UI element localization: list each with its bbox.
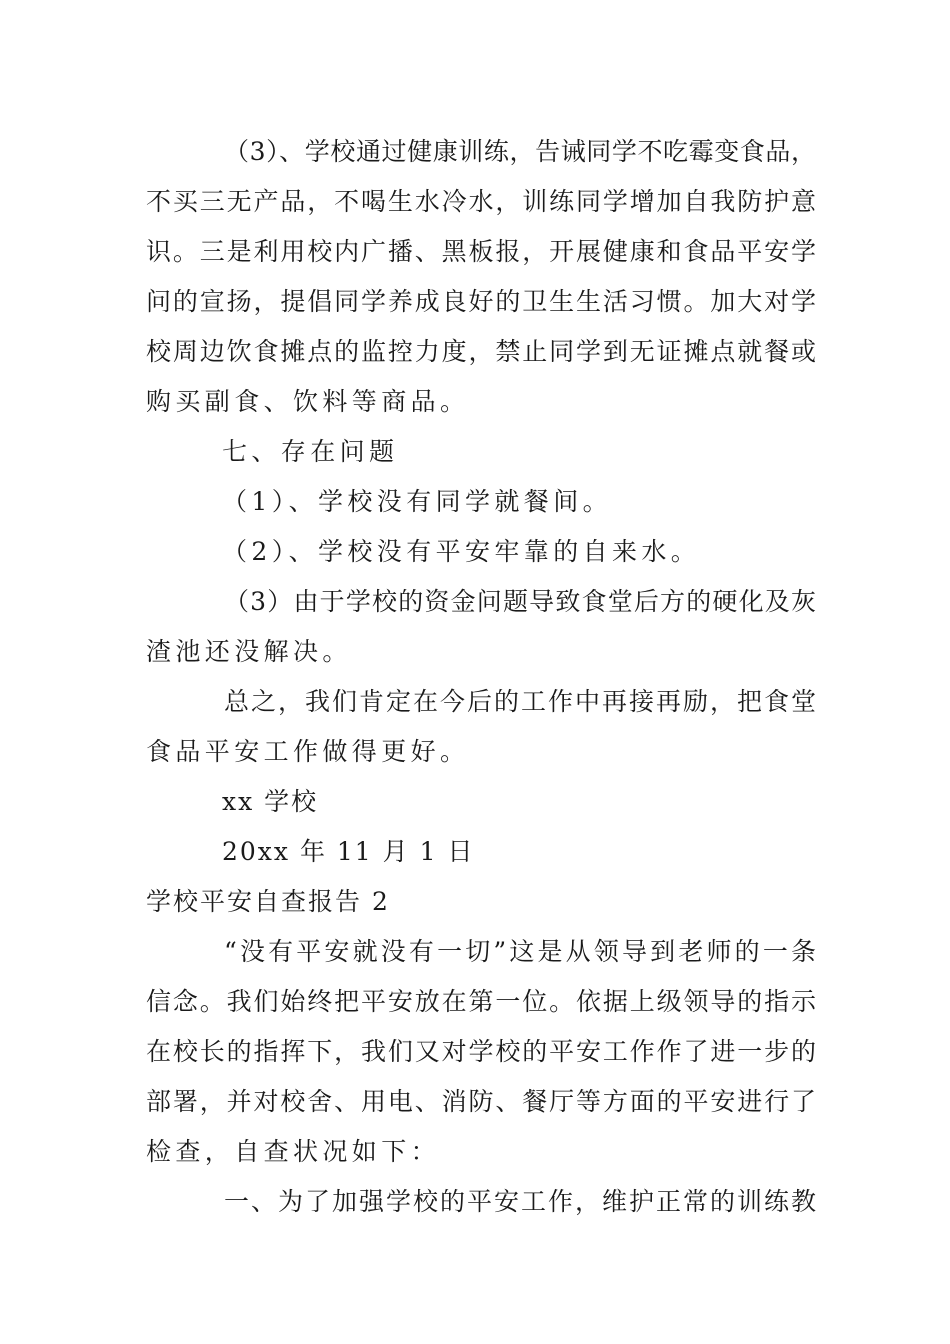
signature-school: xx 学校 [222, 787, 319, 816]
paragraph-line: 在校长的指挥下，我们又对学校的平安工作作了进一步的 [146, 1037, 816, 1066]
signature-date: 20xx 年 11 月 1 日 [222, 837, 475, 866]
paragraph-line: 校周边饮食摊点的监控力度，禁止同学到无证摊点就餐或 [146, 337, 816, 366]
paragraph-line: 总之，我们肯定在今后的工作中再接再励，把食堂 [224, 687, 816, 716]
paragraph-line: （3）、学校通过健康训练，告诫同学不吃霉变食品， [224, 137, 816, 166]
report-title: 学校平安自查报告 2 [146, 887, 390, 916]
paragraph-line: “没有平安就没有一切”这是从领导到老师的一条 [224, 937, 816, 966]
paragraph-line: 识。三是利用校内广播、黑板报，开展健康和食品平安学 [146, 237, 816, 266]
section-heading: 七、存在问题 [222, 437, 399, 466]
list-item: （3）由于学校的资金问题导致食堂后方的硬化及灰 [224, 587, 816, 616]
paragraph-line: 不买三无产品，不喝生水冷水，训练同学增加自我防护意 [146, 187, 816, 216]
list-item: （1）、学校没有同学就餐间。 [222, 487, 613, 516]
paragraph-line: 检查，自查状况如下： [146, 1137, 441, 1166]
paragraph-line: 一、为了加强学校的平安工作，维护正常的训练教 [224, 1187, 816, 1216]
paragraph-line: 部署，并对校舍、用电、消防、餐厅等方面的平安进行了 [146, 1087, 816, 1116]
paragraph-line: 信念。我们始终把平安放在第一位。依据上级领导的指示 [146, 987, 816, 1016]
paragraph-line: 渣池还没解决。 [146, 637, 352, 666]
paragraph-line: 购买副食、饮料等商品。 [146, 387, 470, 416]
paragraph-line: 问的宣扬，提倡同学养成良好的卫生生活习惯。加大对学 [146, 287, 816, 316]
list-item: （2）、学校没有平安牢靠的自来水。 [222, 537, 701, 566]
paragraph-line: 食品平安工作做得更好。 [146, 737, 470, 766]
